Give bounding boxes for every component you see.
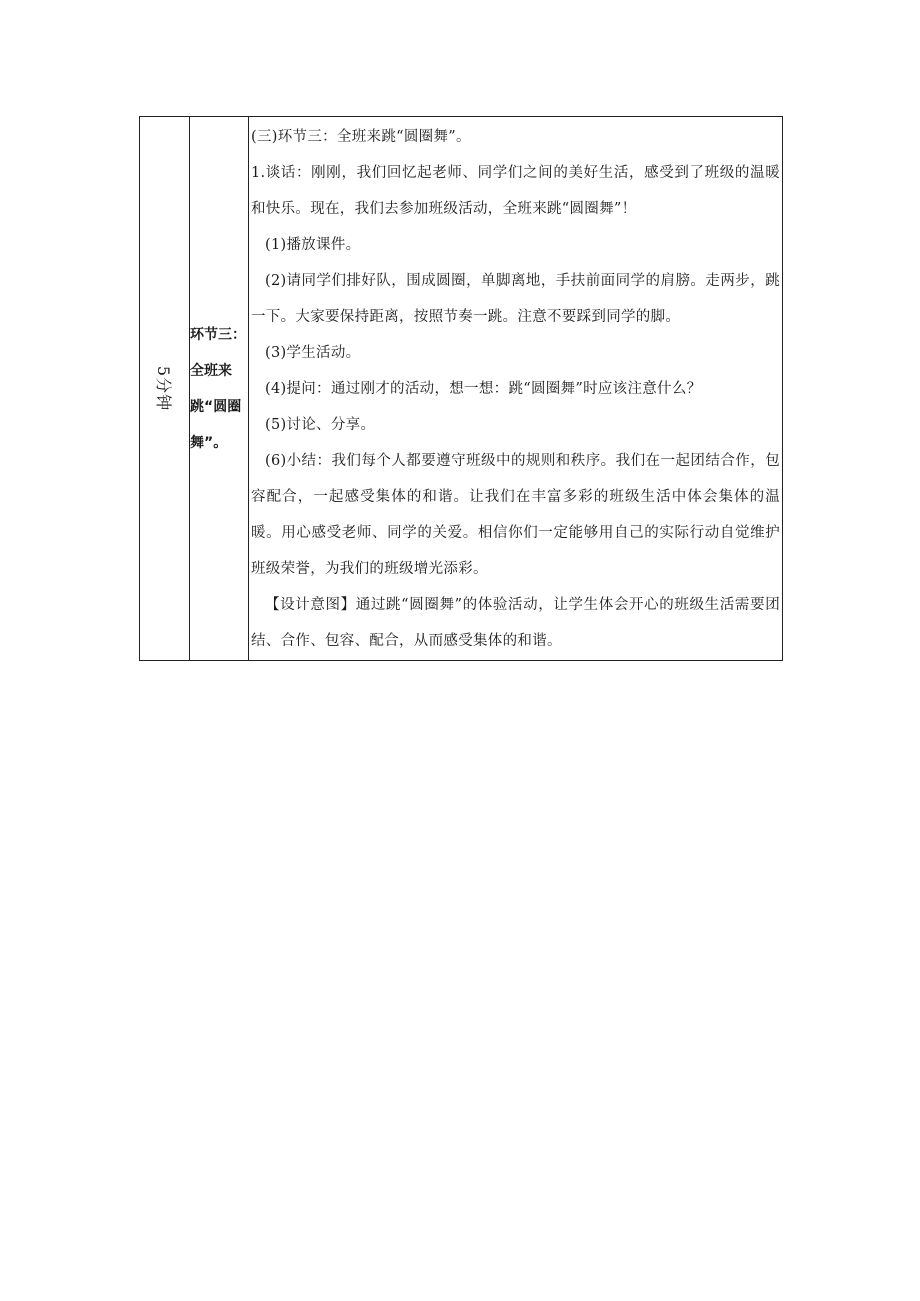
step-5: (5)讨论、分享。 [265, 417, 376, 433]
time-cell [140, 117, 190, 661]
step-3: (3)学生活动。 [265, 345, 361, 361]
content-cell [249, 117, 783, 661]
section-heading: (三)环节三：全班来跳“圆圈舞”。 [251, 129, 471, 145]
time-label: 5分钟 [154, 365, 173, 412]
step-4: (4)提问：通过刚才的活动，想一想：跳“圆圈舞”时应该注意什么？ [265, 381, 702, 397]
step-2: (2)请同学们排好队，围成圆圈，单脚离地，手扶前面同学的肩膀。走两步，跳一下。大家要保持距离，按照节奏一跳。注意不要踩到同学的脚。 [251, 273, 780, 325]
stage-cell [190, 117, 249, 661]
step-6: (6)小结：我们每个人都要遵守班级中的规则和秩序。我们在一起团结合作，包容配合，一起感受集体的和谐。让我们在丰富多彩的班级生活中体会集体的温暖。用心感受老师、同学的关爱。相信你们一定能够用自己的实际行动自觉维护班级荣誉，为我们的班级增光添彩。 [251, 453, 780, 577]
design-intent: 【设计意图】通过跳“圆圈舞”的体验活动，让学生体会开心的班级生活需要团结、合作、包容、配合，从而感受集体的和谐。 [251, 597, 780, 649]
step-1: (1)播放课件。 [265, 237, 361, 253]
talk-paragraph: 1.谈话：刚刚，我们回忆起老师、同学们之间的美好生活，感受到了班级的温暖和快乐。现在，我们去参加班级活动，全班来跳“圆圈舞”！ [251, 165, 780, 217]
table-row [140, 117, 783, 661]
lesson-plan-table [139, 116, 783, 661]
stage-label: 环节三：全班来跳“圆圈舞”。 [190, 326, 246, 451]
